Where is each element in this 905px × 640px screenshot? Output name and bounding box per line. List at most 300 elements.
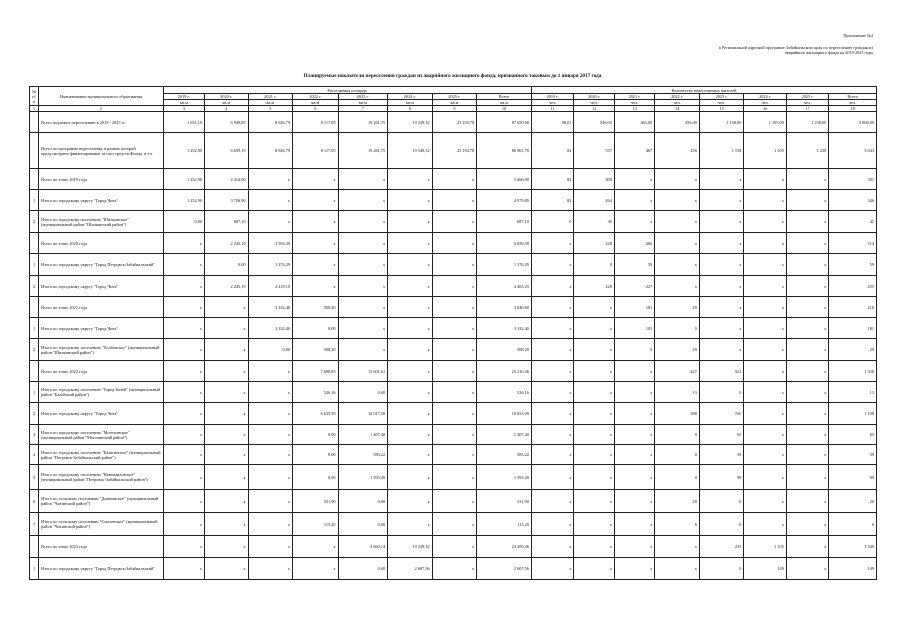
people-value: 65 [829,425,877,445]
column-number: 15 [699,106,744,112]
people-value: х [786,361,828,382]
people-value: х [655,558,700,580]
people-value: х [531,382,573,403]
area-value: х [205,490,249,513]
table-row [30,318,877,339]
people-value: 456,00 [655,112,700,133]
row-municipality-name: Итого по городскому поселению "Могочинское" (муниципальный район "Могочинский район") [39,425,163,445]
table-row [30,112,877,133]
people-value: х [744,465,786,490]
people-unit-header: чел. [786,100,828,106]
area-value: 8 117,05 [293,112,339,133]
people-value: х [699,297,744,318]
people-value: 29 [829,339,877,361]
row-municipality-name: Всего по этапу 2021 года [39,297,163,318]
people-value: 45 [829,211,877,233]
people-value: х [699,254,744,276]
people-value: х [786,490,828,513]
table-row [30,382,877,403]
people-value: х [655,254,700,276]
area-value: х [388,211,433,233]
people-value: 210 [829,297,877,318]
appendix-number: Приложение №4 [843,33,873,38]
area-value: х [338,297,388,318]
area-value: 583,22 [338,445,388,465]
area-value: 3 660,14 [338,536,388,558]
people-value: х [614,513,654,536]
people-value: х [744,233,786,254]
area-value: х [293,254,339,276]
people-value: х [614,558,654,580]
area-value: х [248,190,293,211]
people-value: 6 [655,513,700,536]
people-value: 1 238 [786,133,828,169]
area-value: 6 659,19 [205,133,249,169]
table-row [30,513,877,536]
people-value: 427 [655,361,700,382]
column-number: 1 [30,106,39,112]
people-value: х [531,318,573,339]
table-row [30,133,877,169]
row-number: 1 [30,254,39,276]
row-municipality-name: Всего по этапу 2023 года [39,536,163,558]
area-value: х [388,339,433,361]
people-value: 59 [614,254,654,276]
row-number: 2 [30,276,39,297]
people-value: 5 068,00 [829,112,877,133]
column-number: 7 [338,106,388,112]
people-value: х [614,382,654,403]
table-row [30,558,877,580]
people-value: 1 108 [829,403,877,425]
area-value: х [432,536,477,558]
people-value: х [531,361,573,382]
area-value: х [293,276,339,297]
area-value: 8 926,79 [248,112,293,133]
people-value: 39 [829,445,877,465]
row-municipality-name: Итого по городскому округу "Город Петровск-Забайкальский" [39,254,163,276]
column-number: 11 [531,106,573,112]
people-value: х [744,211,786,233]
area-value: х [205,361,249,382]
column-number: 8 [388,106,433,112]
people-value: х [786,425,828,445]
people-value: х [744,339,786,361]
column-number: 17 [786,106,828,112]
area-value: х [248,536,293,558]
people-value: х [744,403,786,425]
area-value: х [432,233,477,254]
people-value: 6 [829,513,877,536]
people-value: х [786,169,828,190]
area-value: х [388,297,433,318]
area-value: 2 607,56 [477,558,532,580]
row-number [30,536,39,558]
area-year-header: 2025 г. [432,94,477,100]
area-value: 19 549,32 [388,112,433,133]
people-value: 59 [829,254,877,276]
people-value: х [655,190,700,211]
table-row [30,361,877,382]
column-number: 2 [39,106,163,112]
area-value: х [388,403,433,425]
people-value: х [786,254,828,276]
people-year-header: Всего [829,94,877,100]
people-value: х [699,233,744,254]
area-year-header: 2023 г. [338,94,388,100]
table-row [30,490,877,513]
people-value: х [744,361,786,382]
area-value: 4 463,29 [477,276,532,297]
row-municipality-name: Итого по городскому поселению "Город Балей" (муниципальный район "Балейский район") [39,382,163,403]
people-unit-header: чел. [699,100,744,106]
table-row [30,190,877,211]
area-value: х [338,339,388,361]
column-number: 6 [293,106,339,112]
area-value: х [163,233,204,254]
people-value: х [574,403,614,425]
row-municipality-name: Итого по городскому поселению "Шилкинское" (муниципальный район "Шилкинский район") [39,211,163,233]
area-value: х [248,211,293,233]
area-value: х [205,403,249,425]
people-value: 1 350 [829,361,877,382]
row-municipality-name: Всего по этапу 2019 года [39,169,163,190]
people-value: х [786,445,828,465]
people-value: х [786,190,828,211]
area-value: 0,00 [293,425,339,445]
area-value: 2 245,19 [205,233,249,254]
row-municipality-name: Итого по городскому округу "Город Чита" [39,190,163,211]
area-value: х [388,318,433,339]
people-value: х [614,211,654,233]
people-value: 0 [655,465,700,490]
people-unit-header: чел. [829,100,877,106]
area-value: х [163,558,204,580]
area-year-header: Всего [477,94,532,100]
people-value: х [786,536,828,558]
row-number: 5 [30,465,39,490]
table-row [30,403,877,425]
area-value: х [163,297,204,318]
area-value: х [205,513,249,536]
table-row [30,297,877,318]
area-value: х [248,490,293,513]
people-value: х [744,254,786,276]
area-value: 1 252,90 [163,190,204,211]
area-year-header: 2021 г. [248,94,293,100]
area-value: х [163,513,204,536]
people-value: 514 [829,233,877,254]
people-value: х [614,536,654,558]
area-value: 2 245,19 [205,276,249,297]
row-municipality-name: Итого по городскому округу "Город Чита" [39,276,163,297]
area-value: 3 332,40 [477,318,532,339]
area-value: х [293,211,339,233]
area-value: х [248,445,293,465]
area-value: х [205,297,249,318]
col-number-header: № п/п [30,87,39,106]
area-value: х [388,254,433,276]
area-value: 0,00 [338,558,388,580]
people-value: х [614,403,654,425]
area-unit-header: кв.м [338,100,388,106]
area-value: 1 376,29 [248,254,293,276]
people-value: 13 [829,382,877,403]
row-municipality-name: Всего подлежит переселению в 2019 - 2025 гг. [39,112,163,133]
area-value: 4 979,80 [477,190,532,211]
people-value: 82 [531,133,573,169]
people-value: х [786,339,828,361]
people-unit-header: чел. [574,100,614,106]
people-value: х [655,276,700,297]
area-value: х [388,445,433,465]
area-value: х [388,361,433,382]
people-value: х [574,318,614,339]
people-value: 0 [699,382,744,403]
people-value: 1 158,00 [699,112,744,133]
people-value: 235 [699,536,744,558]
people-value: 181 [614,318,654,339]
area-value: х [432,254,477,276]
table-row [30,169,877,190]
people-value: 13 [655,382,700,403]
area-value: 3 332,40 [248,297,293,318]
people-value: 181 [614,297,654,318]
people-value: 0 [531,211,573,233]
area-value: х [163,465,204,490]
people-value: 149 [744,558,786,580]
people-value: х [531,233,573,254]
people-value: х [531,425,573,445]
area-value: х [388,465,433,490]
area-value: х [163,490,204,513]
area-value: х [432,465,477,490]
people-value: х [786,513,828,536]
area-value: х [338,169,388,190]
people-value: 346 [829,190,877,211]
people-unit-header: чел. [531,100,573,106]
people-value: х [744,445,786,465]
area-value: 583,22 [477,445,532,465]
people-value: 923 [699,361,744,382]
area-value: х [338,318,388,339]
area-value: 15 601,61 [338,361,388,382]
area-value: х [293,558,339,580]
people-value: 388 [655,403,700,425]
people-value: 0 [655,445,700,465]
people-value: х [531,513,573,536]
area-value: х [248,425,293,445]
program-reference-line2: аварийного жилищного фонда на 2019-2025 годы [784,50,873,55]
people-value: 0 [699,513,744,536]
people-value: х [574,558,614,580]
area-unit-header: кв.м [163,100,204,106]
area-value: 23 194,78 [432,133,477,169]
people-value: х [531,465,573,490]
area-value: х [388,190,433,211]
row-number [30,297,39,318]
area-value: х [432,558,477,580]
row-municipality-name: Итого по городскому округу "Город Чита" [39,318,163,339]
col-name-header: Наименование муниципального образования [39,87,163,106]
area-value: х [293,233,339,254]
people-year-header: 2021 г. [614,94,654,100]
area-unit-header: кв.м [293,100,339,106]
area-value: 1 376,29 [477,254,532,276]
people-value: х [531,536,573,558]
people-value: х [574,490,614,513]
area-value: х [163,361,204,382]
row-number: 2 [30,339,39,361]
area-value: х [432,425,477,445]
people-value: 456 [655,133,700,169]
area-value: х [432,490,477,513]
area-value: 526,16 [293,382,339,403]
row-number [30,361,39,382]
table-row [30,254,877,276]
people-value: х [574,382,614,403]
people-value: 720 [699,403,744,425]
area-value: 0,00 [163,211,204,233]
area-value: х [432,169,477,190]
people-value: х [655,233,700,254]
table-row [30,211,877,233]
people-value: х [614,490,654,513]
people-value: 1 340 [829,536,877,558]
area-value: х [388,425,433,445]
people-value: х [744,190,786,211]
people-value: х [744,169,786,190]
people-value: 0 [574,254,614,276]
area-value: 1 651,10 [163,112,204,133]
area-value: 87 650,68 [477,112,532,133]
area-value: х [388,490,433,513]
table-row [30,425,877,445]
people-value: х [614,361,654,382]
area-value: 3 594,39 [248,233,293,254]
people-value: х [531,558,573,580]
people-value: 20 [655,490,700,513]
area-value: х [388,169,433,190]
area-value: 19 549,32 [388,133,433,169]
area-value: 508,20 [293,339,339,361]
people-value: х [744,297,786,318]
area-value: 18 653,09 [477,403,532,425]
area-value: х [248,465,293,490]
area-value: х [432,403,477,425]
area-value: 3 840,60 [477,297,532,318]
area-value: 8 926,79 [248,133,293,169]
area-value: х [432,445,477,465]
row-number [30,169,39,190]
area-value: х [163,276,204,297]
people-value: х [614,425,654,445]
column-number: 16 [744,106,786,112]
area-value: 23 209,46 [477,536,532,558]
row-number: 6 [30,490,39,513]
people-value: х [655,211,700,233]
area-value: 0,00 [293,465,339,490]
area-value: х [338,233,388,254]
column-number: 14 [655,106,700,112]
area-value: 7 608,85 [293,361,339,382]
row-municipality-name: Итого по городскому округу "Город Петровск-Забайкальский" [39,558,163,580]
people-value: 1 105 [744,133,786,169]
area-value: х [248,169,293,190]
people-value: х [744,382,786,403]
people-value: 1 105,00 [744,112,786,133]
people-value: х [699,169,744,190]
area-value: 19 261,75 [338,133,388,169]
people-value: 228 [574,276,614,297]
people-value: 0 [614,339,654,361]
people-value: х [744,425,786,445]
area-value: х [205,425,249,445]
people-value: 98,01 [531,112,573,133]
table-row [30,339,877,361]
area-value: 1 407,40 [338,425,388,445]
people-value: 45 [574,211,614,233]
area-value: 1 407,40 [477,425,532,445]
people-value: 149 [829,558,877,580]
area-unit-header: кв.м [388,100,433,106]
row-number [30,233,39,254]
people-value: х [786,558,828,580]
area-value: х [338,211,388,233]
column-number: 3 [163,106,204,112]
area-group-header: Расселяемая площадь [163,87,531,94]
people-value: х [786,318,828,339]
people-value: х [531,339,573,361]
people-value: х [574,361,614,382]
row-number: 7 [30,513,39,536]
area-value: х [293,190,339,211]
people-value: 286 [614,233,654,254]
area-value: 1 252,90 [163,169,204,190]
column-number: 5 [248,106,293,112]
people-value: х [786,211,828,233]
people-year-header: 2020 г. [574,94,614,100]
area-year-header: 2022 г. [293,94,339,100]
area-value: 526,16 [477,382,532,403]
area-value: х [248,382,293,403]
area-year-header: 2020 г. [205,94,249,100]
row-number: 4 [30,445,39,465]
people-value: х [699,190,744,211]
people-unit-header: чел. [614,100,654,106]
people-value: 467 [614,133,654,169]
area-value: 6 635,59 [293,403,339,425]
column-number: 4 [205,106,249,112]
area-value: 0,00 [248,339,293,361]
people-value: х [531,490,573,513]
people-value: 20 [829,490,877,513]
people-value: 537 [574,133,614,169]
people-value: 99 [829,465,877,490]
area-value: х [163,254,204,276]
people-value: 264 [574,190,614,211]
row-number: 1 [30,318,39,339]
people-value: х [699,339,744,361]
row-number: 1 [30,190,39,211]
column-number: 10 [477,106,532,112]
area-value: 1 252,90 [163,133,204,169]
people-unit-header: чел. [655,100,700,106]
people-value: 0 [699,558,744,580]
area-value: 331,90 [293,490,339,513]
area-value: х [388,382,433,403]
people-year-header: 2025 г. [786,94,828,100]
